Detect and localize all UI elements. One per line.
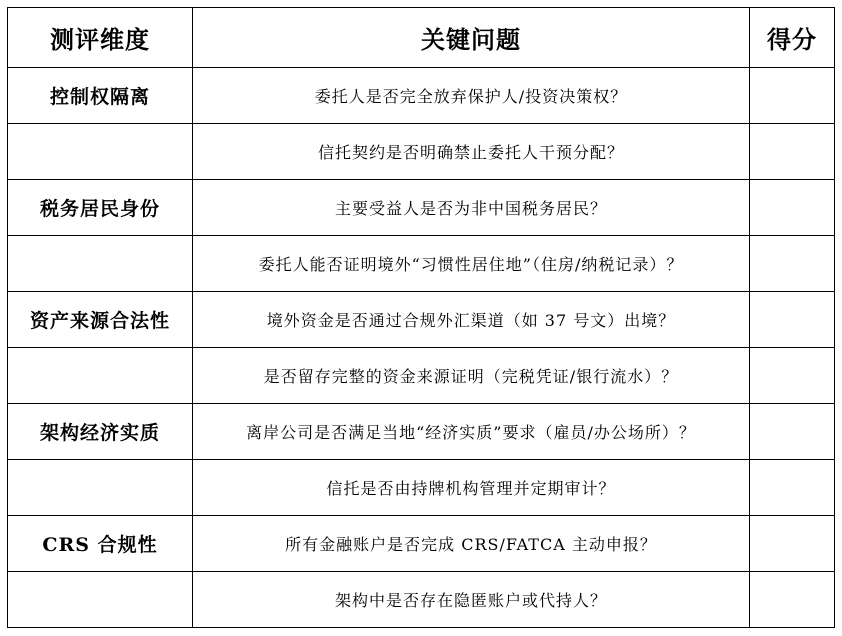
header-score: 得分 <box>750 8 835 68</box>
table-row <box>8 124 835 180</box>
table-row <box>8 516 835 572</box>
header-question: 关键问题 <box>193 8 750 68</box>
question-cell: 信托是否由持牌机构管理并定期审计？ <box>193 460 750 516</box>
score-cell[interactable] <box>750 572 835 628</box>
question-cell: 境外资金是否通过合规外汇渠道（如 37 号文）出境？ <box>193 292 750 348</box>
table-row <box>8 404 835 460</box>
question-cell: 是否留存完整的资金来源证明（完税凭证/银行流水）？ <box>193 348 750 404</box>
score-cell[interactable] <box>750 236 835 292</box>
question-cell: 所有金融账户是否完成 CRS/FATCA 主动申报？ <box>193 516 750 572</box>
table-row <box>8 460 835 516</box>
score-cell[interactable] <box>750 516 835 572</box>
dimension-cell: 资产来源合法性 <box>8 292 193 348</box>
header-row <box>8 8 835 68</box>
question-cell: 主要受益人是否为非中国税务居民？ <box>193 180 750 236</box>
score-cell[interactable] <box>750 348 835 404</box>
question-cell: 委托人是否完全放弃保护人/投资决策权？ <box>193 68 750 124</box>
dimension-cell: 税务居民身份 <box>8 180 193 236</box>
score-cell[interactable] <box>750 124 835 180</box>
question-cell: 离岸公司是否满足当地“经济实质”要求（雇员/办公场所）？ <box>193 404 750 460</box>
dimension-cell <box>8 348 193 404</box>
score-cell[interactable] <box>750 68 835 124</box>
table-row <box>8 236 835 292</box>
dimension-cell <box>8 236 193 292</box>
table-row <box>8 68 835 124</box>
question-cell: 架构中是否存在隐匿账户或代持人？ <box>193 572 750 628</box>
dimension-cell: 控制权隔离 <box>8 68 193 124</box>
table-row <box>8 572 835 628</box>
dimension-cell <box>8 460 193 516</box>
question-cell: 委托人能否证明境外“习惯性居住地”（住房/纳税记录）？ <box>193 236 750 292</box>
header-dimension: 测评维度 <box>8 8 193 68</box>
dimension-cell: 架构经济实质 <box>8 404 193 460</box>
score-cell[interactable] <box>750 292 835 348</box>
score-cell[interactable] <box>750 180 835 236</box>
dimension-cell <box>8 572 193 628</box>
score-cell[interactable] <box>750 460 835 516</box>
assessment-table <box>7 7 835 628</box>
table-row <box>8 180 835 236</box>
dimension-cell: CRS 合规性 <box>8 516 193 572</box>
score-cell[interactable] <box>750 404 835 460</box>
dimension-cell <box>8 124 193 180</box>
question-cell: 信托契约是否明确禁止委托人干预分配？ <box>193 124 750 180</box>
table-row <box>8 348 835 404</box>
table-row <box>8 292 835 348</box>
